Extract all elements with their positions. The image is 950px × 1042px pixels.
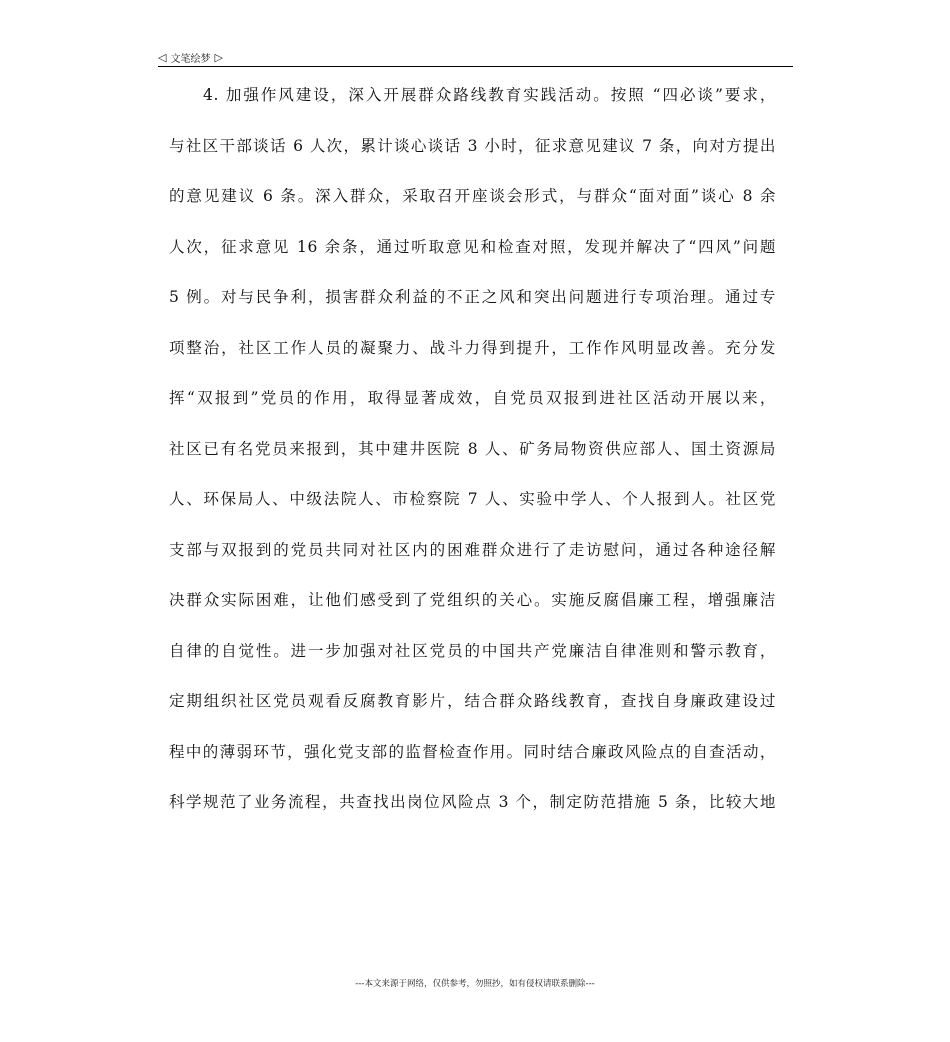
left-triangle-icon: ◁ <box>158 50 167 64</box>
text-line: 程中的薄弱环节，强化党支部的监督检查作用。同时结合廉政风险点的自查活动， <box>169 742 776 761</box>
text-line: 社区已有名党员来报到，其中建井医院 8 人、矿务局物资供应部人、国土资源局 <box>169 439 776 458</box>
text-line: 人、环保局人、中级法院人、市检察院 7 人、实验中学人、个人报到人。社区党 <box>169 490 776 508</box>
page-header <box>158 50 223 64</box>
header-title: 文笔绘梦 <box>170 53 211 65</box>
text-line: 挥“双报到”党员的作用，取得显著成效，自党员双报到进社区活动开展以来， <box>169 389 776 407</box>
text-line: 自律的自觉性。进一步加强对社区党员的中国共产党廉洁自律准则和警示教育， <box>169 641 776 660</box>
text-line: 科学规范了业务流程，共查找出岗位风险点 3 个，制定防范措施 5 条，比较大地 <box>169 793 776 811</box>
footer-disclaimer: ---本文来源于网络，仅供参考，勿照抄，如有侵权请联系删除--- <box>355 979 595 989</box>
text-line: 决群众实际困难，让他们感受到了党组织的关心。实施反腐倡廉工程，增强廉洁 <box>169 591 776 609</box>
text-line: 4. 加强作风建设，深入开展群众路线教育实践活动。按照 “四必谈”要求， <box>203 86 776 104</box>
body-text <box>169 80 776 838</box>
text-line: 支部与双报到的党员共同对社区内的困难群众进行了走访慰问，通过各种途径解 <box>169 540 776 559</box>
right-triangle-icon: ▷ <box>214 50 223 64</box>
text-line: 人次，征求意见 16 余条，通过听取意见和检查对照，发现并解决了“四风”问题 <box>169 237 776 256</box>
text-line: 定期组织社区党员观看反腐教育影片，结合群众路线教育，查找自身廉政建设过 <box>169 692 776 710</box>
text-line: 的意见建议 6 条。深入群众，采取召开座谈会形式，与群众“面对面”谈心 8 余 <box>169 187 776 205</box>
text-line: 5 例。对与民争利，损害群众利益的不正之风和突出问题进行专项治理。通过专 <box>169 288 776 306</box>
text-line: 与社区干部谈话 6 人次，累计谈心谈话 3 小时，征求意见建议 7 条，向对方提出 <box>169 136 776 155</box>
text-line: 项整治，社区工作人员的凝聚力、战斗力得到提升，工作作风明显改善。充分发 <box>169 338 776 357</box>
header-rule <box>158 66 793 67</box>
